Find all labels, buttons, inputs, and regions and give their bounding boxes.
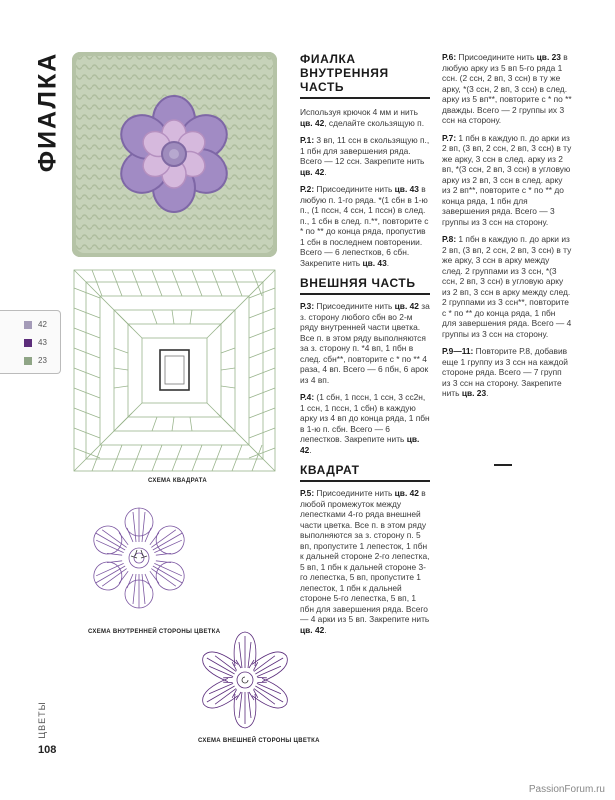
square-chart-caption: СХЕМА КВАДРАТА (148, 478, 207, 484)
square-heading: КВАДРАТ (300, 463, 360, 477)
row-2: Р.2: Присоедините нить цв. 43 в любую п. 1-го ряда. *(1 сбн в 1-ю п., (1 пссн, 4 ссн, 1 пссн) в след. п., 1 сбн в след. п.**, повторите с * по ** до конца ряда, пропустив 1 сбн в последнем повторении. Всего — 6 лепестков, 6 сбн. Закрепите нить цв. 43. (300, 184, 429, 268)
legend-item (24, 356, 47, 365)
heading-line-1: ФИАЛКА (300, 52, 356, 66)
square-chart-drawing (72, 268, 277, 473)
heading-rule (300, 293, 430, 295)
row-6: Р.6: Присоедините нить цв. 23 в любую арку из 5 вп 5-го ряда 1 ссн. (2 ссн, 2 вп, 3 ссн) в ту же арку, *(3 ссн, 2 вп, 3 ссн) в след. арку из 5 вп**, повторите с * по ** дважды. Всего — 2 группы их 3 ссн на сторону. (442, 52, 572, 125)
outer-flower-chart (198, 628, 293, 733)
row-4: Р.4: (1 сбн, 1 пссн, 1 ссн, 3 сс2н, 1 ссн, 1 пссн, 1 сбн) в каждую арку из 4 вп до конца ряда, 1 пбн в 1-ю п. сбн. Всего — 6 лепестков. Закрепите нить цв. 42. (300, 392, 430, 455)
legend-item (24, 320, 47, 329)
row-7: Р.7: 1 пбн в каждую п. до арки из 2 вп, (3 вп, 2 ссн, 2 вп, 3 ссн) в ту же арку, 3 ссн в след. арку из 2 вп, *(3 ссн, 2 вп, 3 ссн) в угловую арку из 2 вп, 3 ссн в след. арку из 2 вп**, повторите с * по ** до конца ряда, 1 пбн для завершения ряда. Всего — 3 группы из 3 ссн на сторону. (442, 132, 572, 227)
inner-flower-chart (92, 498, 187, 618)
legend-swatch (24, 339, 32, 347)
square-chart (72, 268, 277, 473)
outer-heading: ВНЕШНЯЯ ЧАСТЬ (300, 276, 416, 290)
row-3: Р.3: Присоедините нить цв. 42 за з. сторону любого сбн во 2-м ряду внутренней части цветка. Все п. в этом ряду выполняются за з. сторону п. *4 вп, 1 пбн в след. сбн**, повторите с * по ** 4 раза, 4 вп. Всего — 6 пбн, 6 арок из 4 вп. (300, 301, 430, 385)
row-1: Р.1: 3 вп, 11 ссн в скользящую п., 1 пбн для завершения ряда. Всего — 12 ссн. Закрепите нить цв. 42. (300, 135, 430, 177)
legend-swatch (24, 321, 32, 329)
violet-flower-image (72, 52, 277, 257)
crochet-square-photo (72, 52, 277, 257)
row-8: Р.8: 1 пбн в каждую п. до арки из 2 вп, (3 вп, 2 ссн, 2 вп, 3 ссн) в ту же арку, 3 ссн в арку между след. 2 группами из 3 ссн, *(3 ссн, 2 вп, 3 ссн) в угловую арку из 2 вп, 3 ссн в арку между след. 2 группами из 3 ссн**, повторите с * по ** до конца ряда, 1 пбн для завершения ряда. Всего — 4 группы из 3 ссн на сторону. (442, 234, 572, 339)
column-middle (300, 52, 430, 642)
legend-code: 43 (38, 338, 47, 347)
legend-code: 23 (38, 356, 47, 365)
legend-swatch (24, 357, 32, 365)
end-dash (494, 464, 512, 466)
row-9-11: Р.9—11: Повторите Р.8, добавив еще 1 группу из 3 ссн на каждой стороне ряда. Всего — 7 групп из 3 ссн на сторону. Закрепите нить цв. 23. (442, 346, 568, 398)
vertical-title: ФИАЛКА (33, 51, 62, 173)
legend-code: 42 (38, 320, 47, 329)
watermark: PassionForum.ru (528, 784, 605, 795)
heading-rule (300, 97, 430, 99)
intro-paragraph: Используя крючок 4 мм и нить цв. 42, сделайте скользящую п. (300, 107, 425, 128)
heading-line-2: ВНУТРЕННЯЯ ЧАСТЬ (300, 66, 389, 94)
page-number: 108 (38, 744, 57, 756)
color-legend (0, 310, 61, 374)
inner-chart-caption: СХЕМА ВНУТРЕННЕЙ СТОРОНЫ ЦВЕТКА (88, 629, 221, 635)
heading-rule (300, 480, 430, 482)
legend-item (24, 338, 47, 347)
section-label: ЦВЕТЫ (37, 701, 47, 739)
main-heading (300, 52, 430, 94)
row-5: Р.5: Присоедините нить цв. 42 в любой промежуток между лепестками 4-го ряда внешней части цветка. Все п. в этом ряду выполняются за з. сторону п. 5 вп, пропустите 1 лепесток, 1 пбн к дальней стороне 2-го лепестка, 5 вп, 1 пбн к дальней стороне 3-го лепестка, 5 вп, пропустите 1 лепесток, 1 пбн к дальней стороне 5-го лепестка, 5 вп, 1 пбн для завершения ряда. Всего — 4 арки из 5 вп. Закрепите нить цв. 42. (300, 488, 430, 635)
column-right (442, 52, 572, 406)
outer-chart-caption: СХЕМА ВНЕШНЕЙ СТОРОНЫ ЦВЕТКА (198, 738, 320, 744)
